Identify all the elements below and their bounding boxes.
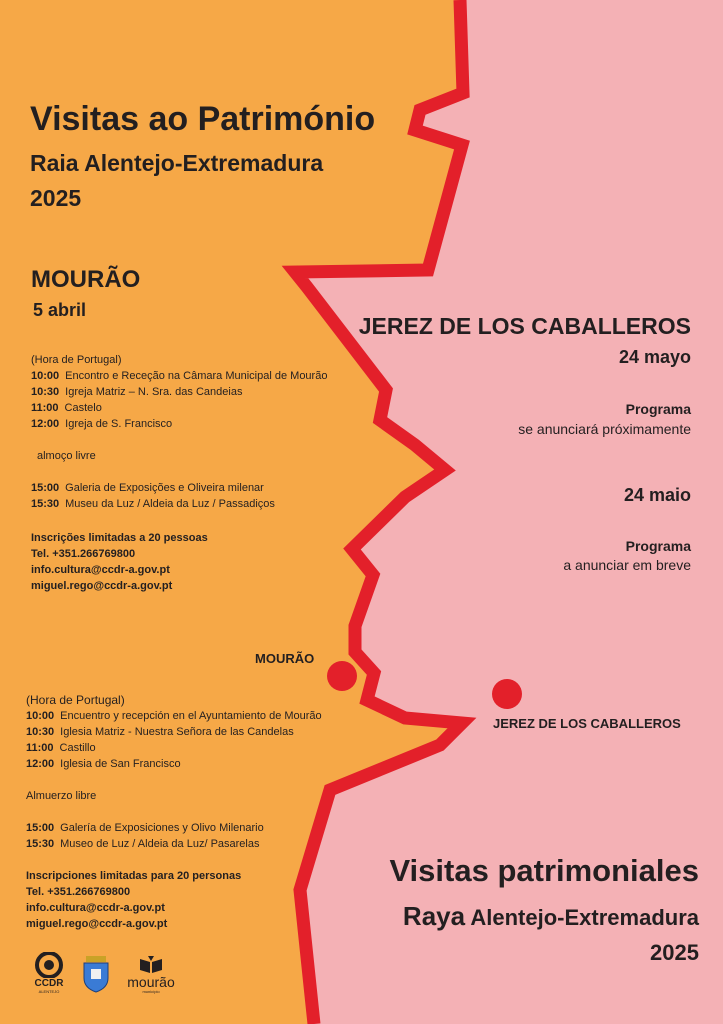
jerez-map-dot (492, 679, 522, 709)
list-item: 10:30 Igreja Matriz – N. Sra. das Candeias (31, 386, 243, 398)
map-label-jerez: JEREZ DE LOS CABALLEROS (493, 716, 681, 731)
pt-contacts (31, 530, 208, 594)
es-contacts (26, 868, 241, 932)
es-subtitle-region: Alentejo-Extremadura (470, 905, 699, 930)
list-item: 10:00 Encuentro y recepción en el Ayuntamiento de Mourão (26, 710, 322, 722)
pt-email-2[interactable]: miguel.rego@ccdr-a.gov.pt (31, 580, 173, 592)
mourao-map-dot (327, 661, 357, 691)
pt-place: MOURÃO (31, 266, 141, 293)
pt-subtitle: Raia Alentejo-Extremadura (30, 150, 324, 176)
list-item: 15:30 Museu da Luz / Aldeia da Luz / Passadiços (31, 498, 275, 510)
es-time-note: (Hora de Portugal) (26, 693, 125, 707)
jerez-date-pt: 24 maio (623, 485, 691, 505)
ccdr-swirl-icon (34, 952, 64, 978)
jerez-note-pt: a anunciar em breve (563, 557, 691, 573)
es-subtitle-raya: Raya (402, 901, 466, 931)
pt-lunch: almoço livre (37, 450, 96, 462)
es-subtitle (403, 901, 699, 932)
jerez-programa-es: Programa (625, 401, 691, 417)
list-item: 10:30 Iglesia Matriz - Nuestra Señora de las Candelas (26, 726, 294, 738)
pt-date: 5 abril (33, 300, 87, 320)
jerez-title: JEREZ DE LOS CABALLEROS (358, 313, 691, 339)
pt-title: Visitas ao Património (30, 100, 376, 138)
es-title: Visitas patrimoniales (389, 853, 699, 888)
list-item: 12:00 Iglesia de San Francisco (26, 758, 181, 770)
jerez-date-es: 24 mayo (618, 347, 691, 367)
es-email-2[interactable]: miguel.rego@ccdr-a.gov.pt (26, 918, 168, 930)
es-phone: Tel. +351.266769800 (26, 886, 131, 898)
pt-registration: Inscrições limitadas a 20 pessoas (31, 532, 208, 544)
mourao-book-icon (138, 955, 164, 975)
pt-email-1[interactable]: info.cultura@ccdr-a.gov.pt (31, 564, 170, 576)
ccdr-logo: CCDR ALENTEJO (30, 952, 68, 997)
jerez-note-es: se anunciará próximamente (518, 421, 691, 437)
map-label-mourao: MOURÃO (255, 651, 315, 666)
es-lunch: Almuerzo libre (26, 790, 97, 802)
list-item: 10:00 Encontro e Receção na Câmara Municipal de Mourão (31, 370, 328, 382)
list-item: 15:00 Galería de Exposiciones y Olivo Milenario (26, 822, 264, 834)
es-year: 2025 (650, 940, 699, 965)
pt-time-note: (Hora de Portugal) (31, 354, 122, 366)
pt-schedule (31, 352, 327, 512)
pt-year: 2025 (30, 185, 82, 211)
list-item: 11:00 Castillo (26, 742, 96, 754)
es-registration: Inscripciones limitadas para 20 personas (26, 870, 242, 882)
es-email-1[interactable]: info.cultura@ccdr-a.gov.pt (26, 902, 165, 914)
jerez-programa-pt: Programa (625, 538, 691, 554)
list-item: 15:30 Museo de Luz / Aldeia da Luz/ Pasarelas (26, 838, 260, 850)
list-item: 15:00 Galeria de Exposições e Oliveira milenar (31, 482, 264, 494)
list-item: 12:00 Igreja de S. Francisco (31, 418, 173, 430)
pt-phone: Tel. +351.266769800 (31, 548, 136, 560)
mourao-logo: mourão município (120, 955, 182, 995)
list-item: 11:00 Castelo (31, 402, 102, 414)
mourao-crest-icon (80, 954, 112, 994)
es-schedule (26, 692, 322, 852)
